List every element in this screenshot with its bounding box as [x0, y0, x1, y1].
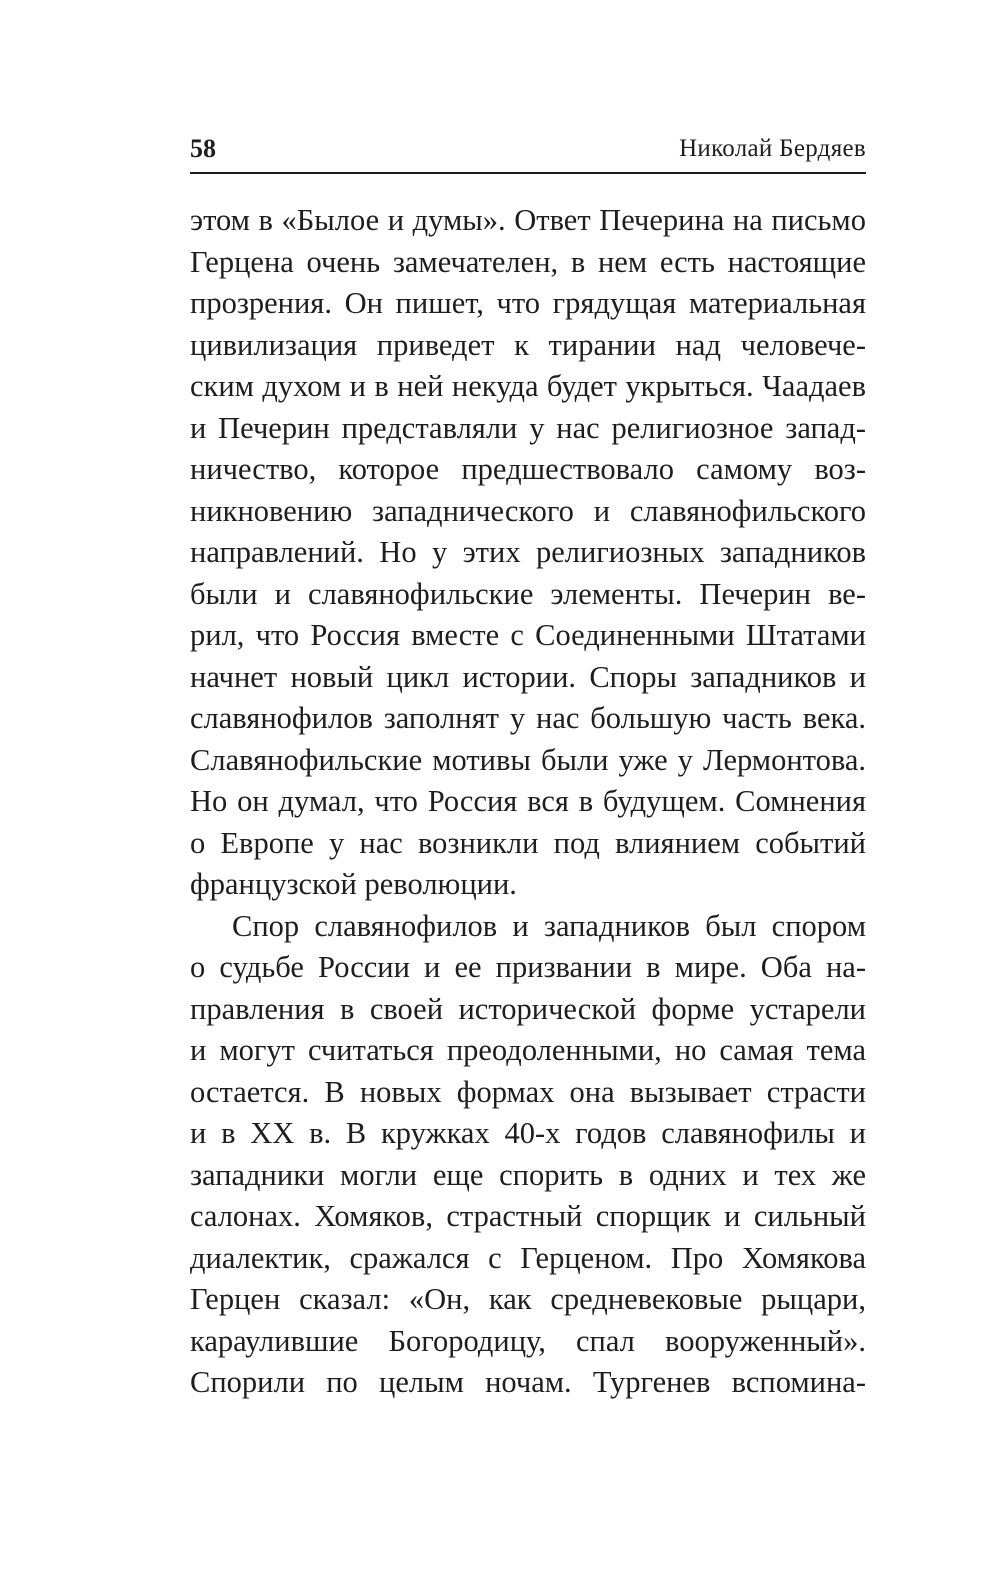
text-line: рил, что Россия вместе с Соединенными Штатами: [190, 618, 866, 652]
text-line: о судьбе России и ее призвании в мире. Оба на-: [190, 950, 866, 984]
text-line: о Европе у нас возникли под влиянием событий: [190, 825, 866, 860]
text-line: ским духом и в ней некуда будет укрыться. Чаадаев: [190, 369, 866, 403]
text-line: западники могли еще спорить в одних и тех же: [190, 1157, 866, 1192]
text-line: ничество, которое предшествовало самому воз-: [190, 452, 866, 486]
text-line: были и славянофильские элементы. Печерин ве-: [190, 576, 866, 611]
text-line: и Печерин представляли у нас религиозное запад-: [190, 410, 866, 445]
text-line: начнет новый цикл истории. Споры западников и: [190, 659, 866, 694]
text-line: славянофилов заполнят у нас большую часть века.: [190, 701, 866, 735]
book-page: [190, 128, 866, 1399]
text-line: остается. В новых формах она вызывает страсти: [190, 1074, 866, 1109]
text-line: направлений. Но у этих религиозных западников: [190, 535, 866, 569]
body-text: [190, 200, 866, 1404]
running-header: [190, 128, 866, 170]
text-line: диалектик, сражался с Герценом. Про Хомякова: [190, 1240, 866, 1275]
text-line: Спорили по целым ночам. Тургенев вспомина-: [190, 1365, 866, 1399]
text-line: Славянофильские мотивы были уже у Лермонтова.: [190, 742, 866, 777]
running-title-author: Николай Бердяев: [679, 135, 866, 162]
header-rule: [190, 172, 866, 174]
text-line: караулившие Богородицу, спал вооруженный».: [190, 1323, 866, 1358]
text-line: правления в своей исторической форме устарели: [190, 991, 866, 1026]
text-line: цивилизация приведет к тирании над человече-: [190, 327, 866, 362]
paragraph-first-line: Спор славянофилов и западников был спором: [232, 908, 866, 943]
page-number: 58: [190, 134, 216, 163]
text-line: никновению западнического и славянофильского: [190, 493, 866, 528]
text-line: салонах. Хомяков, страстный спорщик и сильный: [190, 1199, 866, 1233]
text-line: и в XX в. В кружках 40-х годов славянофилы и: [190, 1116, 866, 1150]
text-line: прозрения. Он пишет, что грядущая материальная: [190, 286, 866, 320]
text-line: Герцен сказал: «Он, как средневековые рыцари,: [190, 1282, 866, 1316]
text-line: Но он думал, что Россия вся в будущем. Сомнения: [190, 784, 866, 818]
paragraph-end-line: французской революции.: [190, 867, 517, 901]
text-line: и могут считаться преодоленными, но самая тема: [190, 1033, 866, 1067]
text-line: Герцена очень замечателен, в нем есть настоящие: [190, 244, 866, 279]
text-line: этом в «Былое и думы». Ответ Печерина на письмо: [190, 203, 866, 237]
